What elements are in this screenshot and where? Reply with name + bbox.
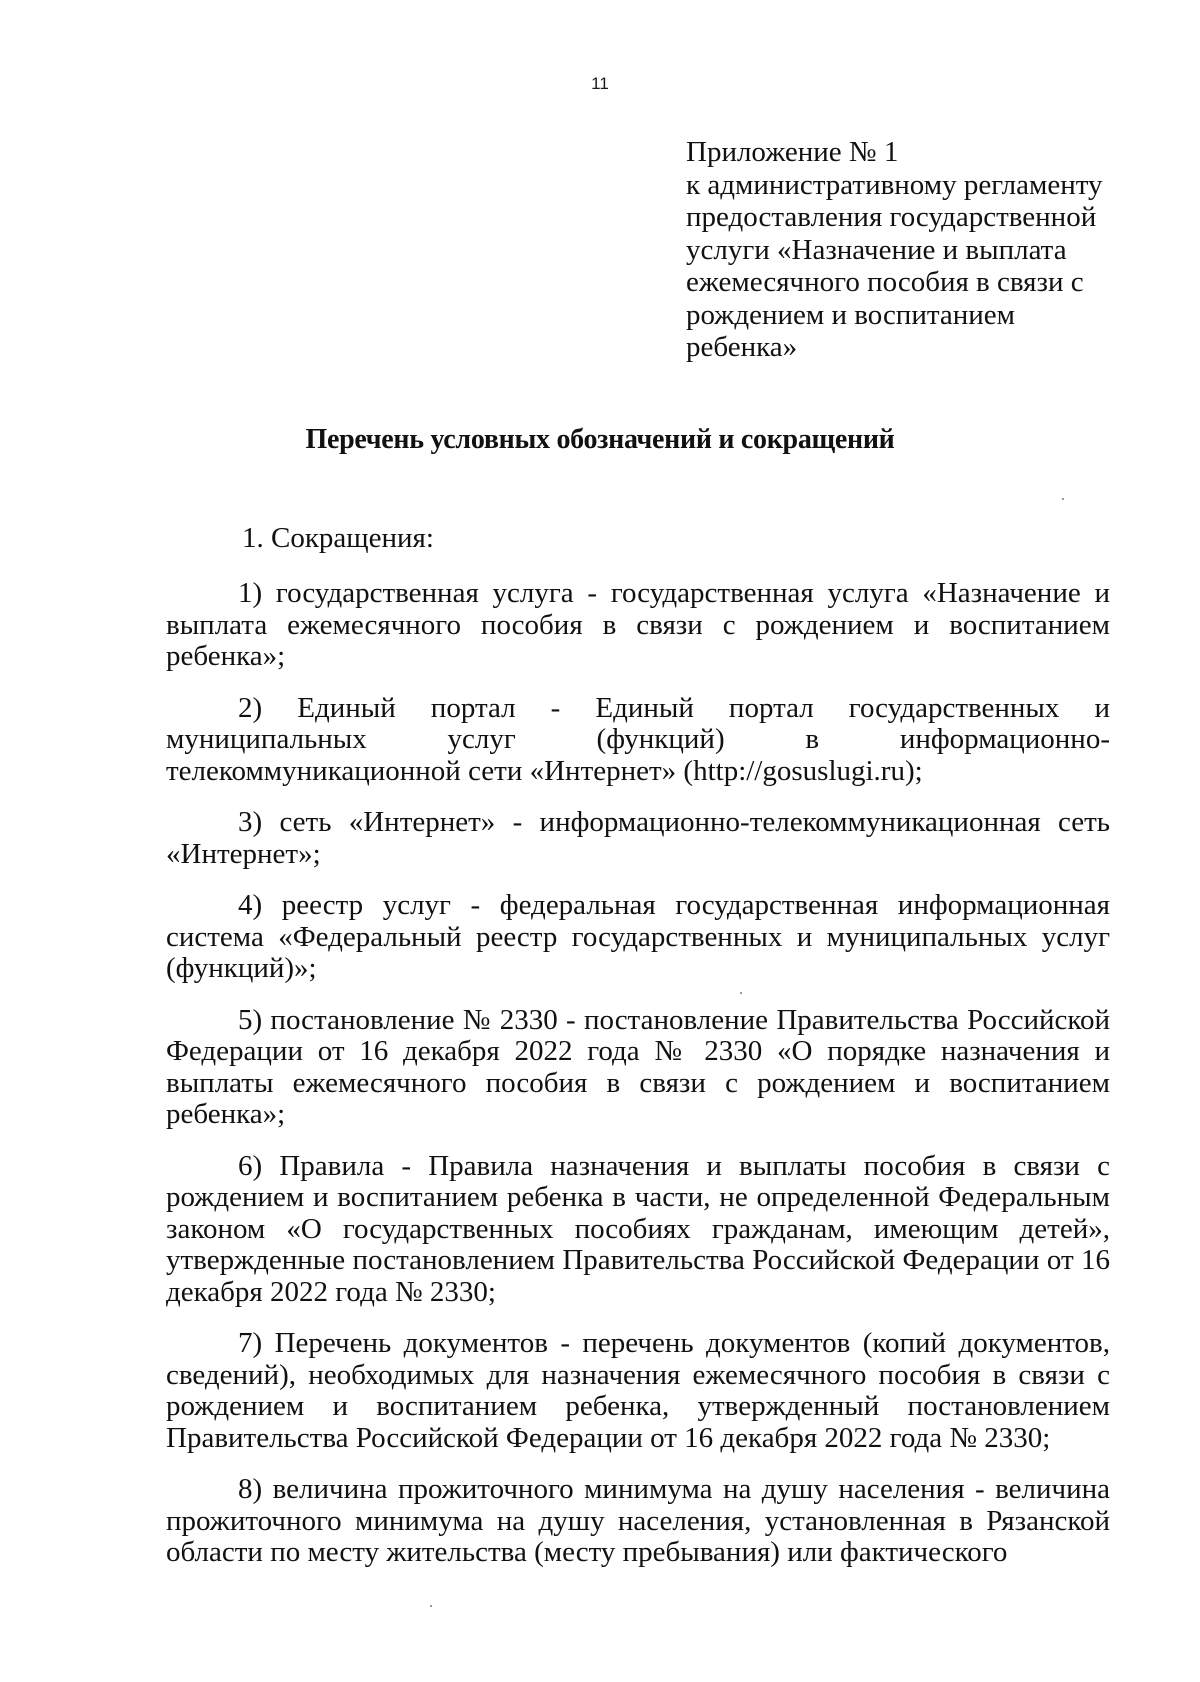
appendix-line: ежемесячного пособия в связи с xyxy=(686,266,1084,298)
appendix-line: ребенка» xyxy=(686,331,798,363)
page-number: 11 xyxy=(591,74,609,93)
abbreviation-item: 4) реестр услуг - федеральная государственная информационная система «Федеральный реестр государственных и муниципальных услуг (функций)»; xyxy=(166,889,1110,984)
appendix-line: предоставления государственной xyxy=(686,201,1097,233)
scan-speck xyxy=(1062,498,1064,500)
appendix-note xyxy=(686,136,1126,364)
abbreviation-item: 2) Единый портал - Единый портал государственных и муниципальных услуг (функций) в информационно-телекоммуникационной сети «Интернет» (http://gosuslugi.ru); xyxy=(166,691,1110,787)
scan-speck xyxy=(740,992,742,994)
abbreviation-item: 5) постановление № 2330 - постановление Правительства Российской Федерации от 16 декабря 2022 года № 2330 «О порядке назначения и выплаты ежемесячного пособия в связи с рождением и воспитанием ребенка»; xyxy=(166,1003,1110,1130)
abbreviation-item: 8) величина прожиточного минимума на душу населения - величина прожиточного минимума на душу населения, установленная в Рязанской области по месту жительства (месту пребывания) или фактического xyxy=(166,1473,1110,1568)
abbreviation-item: 6) Правила - Правила назначения и выплаты пособия в связи с рождением и воспитанием ребенка в части, не определенной Федеральным законом «О государственных пособиях гражданам, имеющим детей», утвержденные постановлением Правительства Российской Федерации от 16 декабря 2022 года № 2330; xyxy=(166,1149,1110,1308)
abbreviation-item: 1) государственная услуга - государственная услуга «Назначение и выплата ежемесячного пособия в связи с рождением и воспитанием ребенка»; xyxy=(166,577,1110,672)
appendix-line: Приложение № 1 xyxy=(686,136,899,168)
scan-speck xyxy=(430,1605,432,1607)
section-heading: 1. Сокращения: xyxy=(242,522,434,554)
abbreviation-item: 7) Перечень документов - перечень документов (копий документов, сведений), необходимых для назначения ежемесячного пособия в связи с рождением и воспитанием ребенка, утвержденный постановлением Правительства Российской Федерации от 16 декабря 2022 года № 2330; xyxy=(166,1327,1110,1454)
appendix-line: к административному регламенту xyxy=(686,168,1103,201)
appendix-line: услуги «Назначение и выплата xyxy=(686,233,1067,266)
abbreviations-list xyxy=(166,578,1110,1589)
abbreviation-item: 3) сеть «Интернет» - информационно-телекоммуникационная сеть «Интернет»; xyxy=(166,806,1110,870)
appendix-line: рождением и воспитанием xyxy=(686,298,1016,331)
document-title: Перечень условных обозначений и сокращений xyxy=(305,424,895,455)
